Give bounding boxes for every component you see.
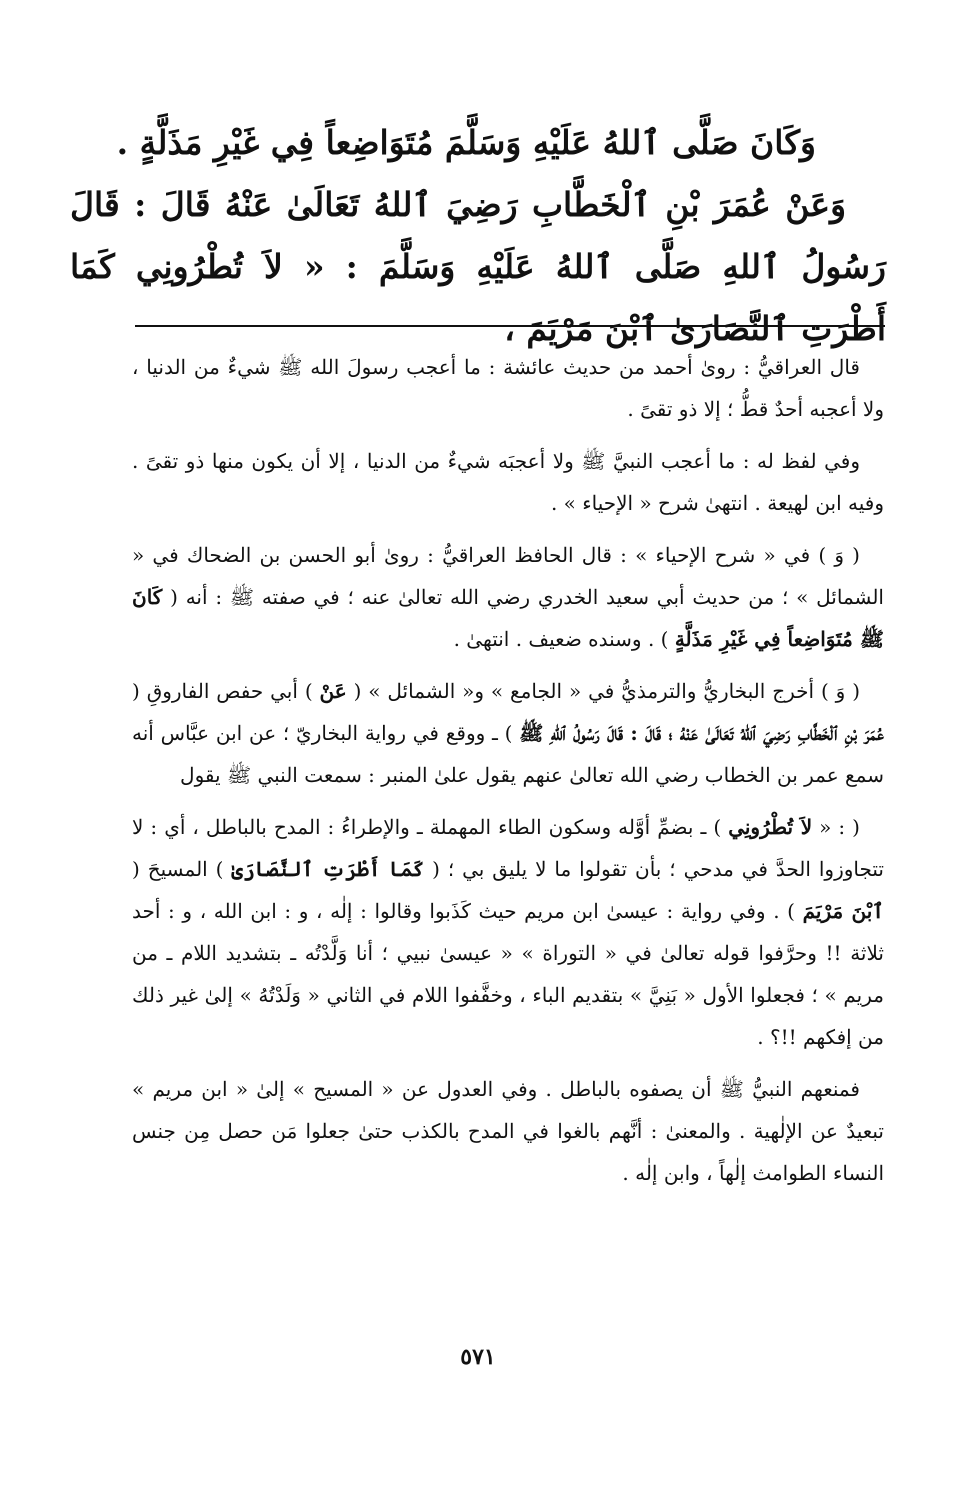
commentary-text: ( : «	[812, 815, 860, 839]
quoted-matn: كَمَا أَطْرَتِ ٱلنَّصَارَىٰ	[231, 857, 425, 881]
commentary-paragraph-3	[132, 534, 884, 660]
commentary	[132, 346, 884, 1204]
quoted-matn: كَانَ ﷺ مُتَوَاضِعاً فِي غَيْرِ مَذَلَّةٍ	[132, 585, 884, 651]
commentary-paragraph-5	[132, 806, 884, 1058]
commentary-text: ) أبي حفص الفاروقِ (	[132, 679, 320, 703]
commentary-text: ( وَ ) في « شرح الإحياء » : قال الحافظ العراقيُّ : رویٰ أبو الحسن بن الضحاك في « الشمائل » ؛ من حديث أبي سعيد الخدري رضي الله تعالىٰ عنه ؛ في صفته ﷺ : أنه (	[132, 543, 884, 609]
commentary-text: ) ـ ووقع في رواية البخاريّ ؛ عن ابن عبَّاس أنه سمع عمر بن الخطاب رضي الله تعالىٰ عنهم يقول علىٰ المنبر : سمعت النبي ﷺ يقول	[132, 721, 884, 787]
quoted-matn: ٱبْنَ مَرْيَمَ	[802, 899, 884, 923]
quoted-matn: عُمَرَ بْنِ ٱلْخَطَّابِ رَضِيَ ٱللهُ تَعَالَىٰ عَنْهُ ؛ قَالَ : قَالَ رَسُولُ ٱللهِ ﷺ	[519, 721, 884, 745]
commentary-text: ( وَ ) أخرج البخاريُّ والترمذيُّ في « الجامع » و« الشمائل » (	[346, 679, 860, 703]
main-text-paragraph-2: وَعَنْ عُمَرَ بْنِ ٱلْخَطَّابِ رَضِيَ ٱللهُ تَعَالَىٰ عَنْهُ قَالَ : قَالَ رَسُولُ ٱللهِ صَلَّى ٱللهُ عَلَيْهِ وَسَلَّمَ : « لاَ تُطْرُونِي كَمَا أَطْرَتِ ٱلنَّصَارَىٰ ٱبْنَ مَرْيَمَ ،	[70, 185, 886, 348]
quoted-matn: عَنْ	[319, 679, 347, 703]
main-text-line-1: وَكَانَ صَلَّى ٱللهُ عَلَيْهِ وَسَلَّمَ مُتَوَاضِعاً فِي غَيْرِ مَذَلَّةٍ .	[116, 123, 816, 162]
commentary-text: ) المسيحَ (	[132, 857, 232, 881]
commentary-paragraph-1: قال العراقيُّ : رویٰ أحمد من حديث عائشة : ما أعجب رسولَ الله ﷺ شيءٌ من الدنيا ، ولا أعجبه أحدٌ قطُّ ؛ إلا ذو تقىً .	[132, 355, 884, 421]
page-number: ٥٧١	[460, 1344, 496, 1370]
commentary-paragraph-4	[132, 670, 884, 796]
footnote-divider	[135, 325, 885, 327]
commentary-paragraph-2: وفي لفظ له : ما أعجب النبيَّ ﷺ ولا أعجبَه شيءٌ من الدنيا ، إلا أن يكون منها ذو تقىً . وفيه ابن لهيعة . انتهىٰ شرح « الإحياء » .	[132, 449, 884, 515]
commentary-paragraph-6: فمنعهم النبيُّ ﷺ أن يصفوه بالباطل . وفي العدول عن « المسيح » إلىٰ « ابن مريم » تبعيدٌ عن الإلٰهية . والمعنىٰ : أنَّهم بالغوا في المدح بالكذب حتىٰ جعلوا مَن حصل مِن جنس النساء الطوامث إلٰهاً ، وابن إلٰه .	[132, 1077, 884, 1185]
commentary-text: ) . وفي رواية : عيسىٰ ابن مريم حيث كَذَبوا وقالوا : إلٰه ، و : ابن الله ، و : أحد ثلاثة !! وحرَّفوا قوله تعالىٰ في « التوراة » « عيسىٰ نبيي ؛ أنا وَلَّدْتُه ـ بتشديد اللام ـ من مريم » ؛ فجعلوا الأول « بَنِيَّ » بتقديم الباء ، وخفَّفوا اللام في الثاني « وَلَدْتُهُ » إلىٰ غير ذلك من إفكهم !!؟ .	[132, 899, 884, 1049]
main-text	[70, 112, 886, 360]
commentary-text: ) ـ بضمِّ أوَّله وسكون الطاء المهملة ـ والإطراءُ : المدح بالباطل ، أي : لا تتجاوزوا الحدَّ في مدحي ؛ بأن تقولوا ما لا يليق بي ؛ (	[132, 815, 884, 881]
commentary-text: ) . وسنده ضعيف . انتهىٰ .	[453, 627, 675, 651]
quoted-matn: لاَ تُطْرُونِي	[728, 815, 813, 839]
